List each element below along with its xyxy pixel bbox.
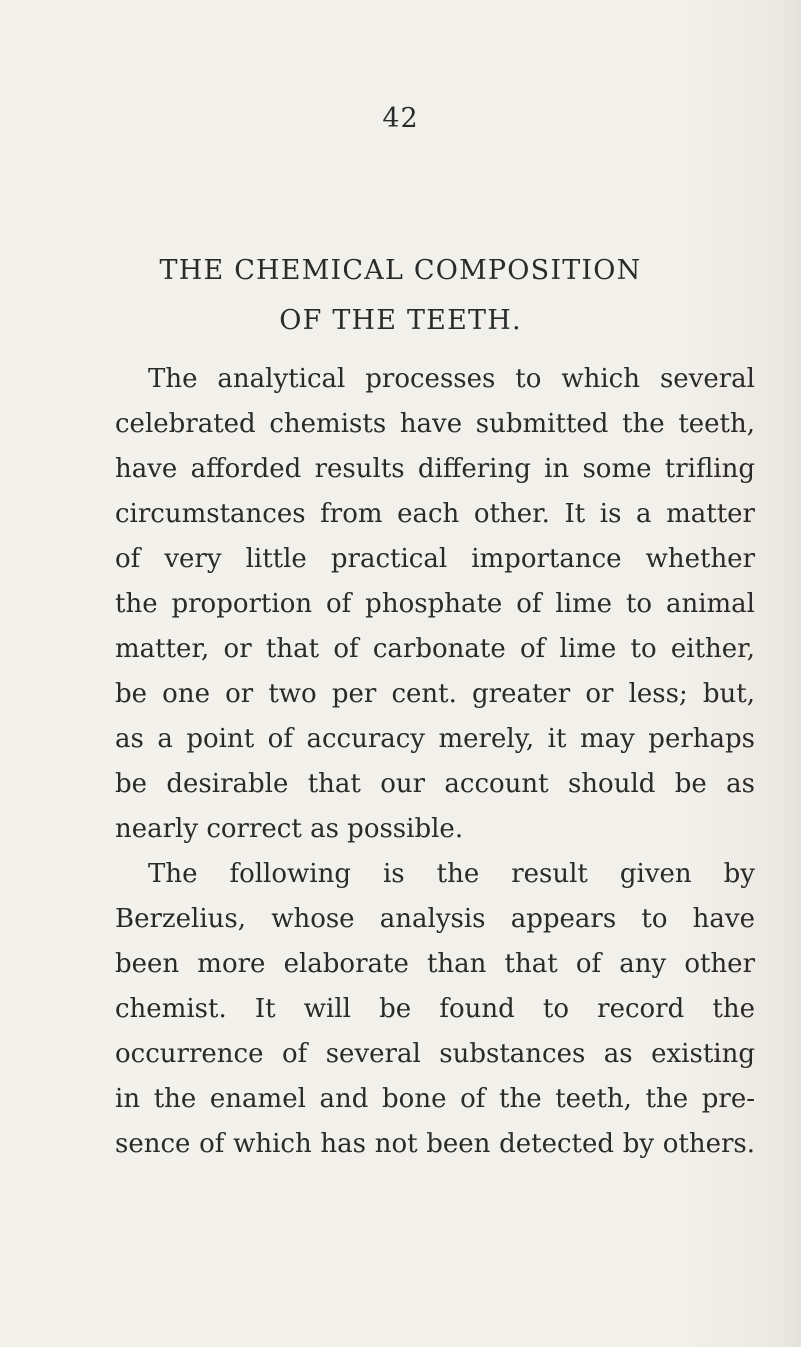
- text-line: circumstances from each other. It is a matter: [115, 499, 755, 529]
- text-line: of very little practical importance whether: [115, 544, 755, 574]
- chapter-heading-line-1: THE CHEMICAL COMPOSITION: [159, 255, 642, 286]
- text-line: been more elaborate than that of any other: [115, 949, 755, 979]
- text-line: the proportion of phosphate of lime to animal: [115, 589, 755, 619]
- text-line: matter, or that of carbonate of lime to either,: [115, 634, 755, 664]
- text-line: nearly correct as possible.: [115, 814, 464, 844]
- text-line: celebrated chemists have submitted the teeth,: [115, 409, 755, 439]
- text-line: The following is the result given by: [148, 859, 755, 889]
- text-line: in the enamel and bone of the teeth, the pre-: [115, 1084, 755, 1114]
- text-line: chemist. It will be found to record the: [115, 994, 755, 1024]
- text-line: have afforded results differing in some trifling: [115, 454, 755, 484]
- text-line: occurrence of several substances as existing: [115, 1039, 755, 1069]
- text-line: be desirable that our account should be as: [115, 769, 755, 799]
- chapter-heading-line-2: OF THE TEETH.: [279, 305, 522, 336]
- text-line: as a point of accuracy merely, it may perhaps: [115, 724, 755, 754]
- text-line: The analytical processes to which several: [148, 364, 755, 394]
- text-line: be one or two per cent. greater or less; but,: [115, 679, 755, 709]
- page-number: 42: [382, 103, 419, 134]
- text-line: sence of which has not been detected by others.: [115, 1129, 755, 1159]
- text-line: Berzelius, whose analysis appears to have: [115, 904, 755, 934]
